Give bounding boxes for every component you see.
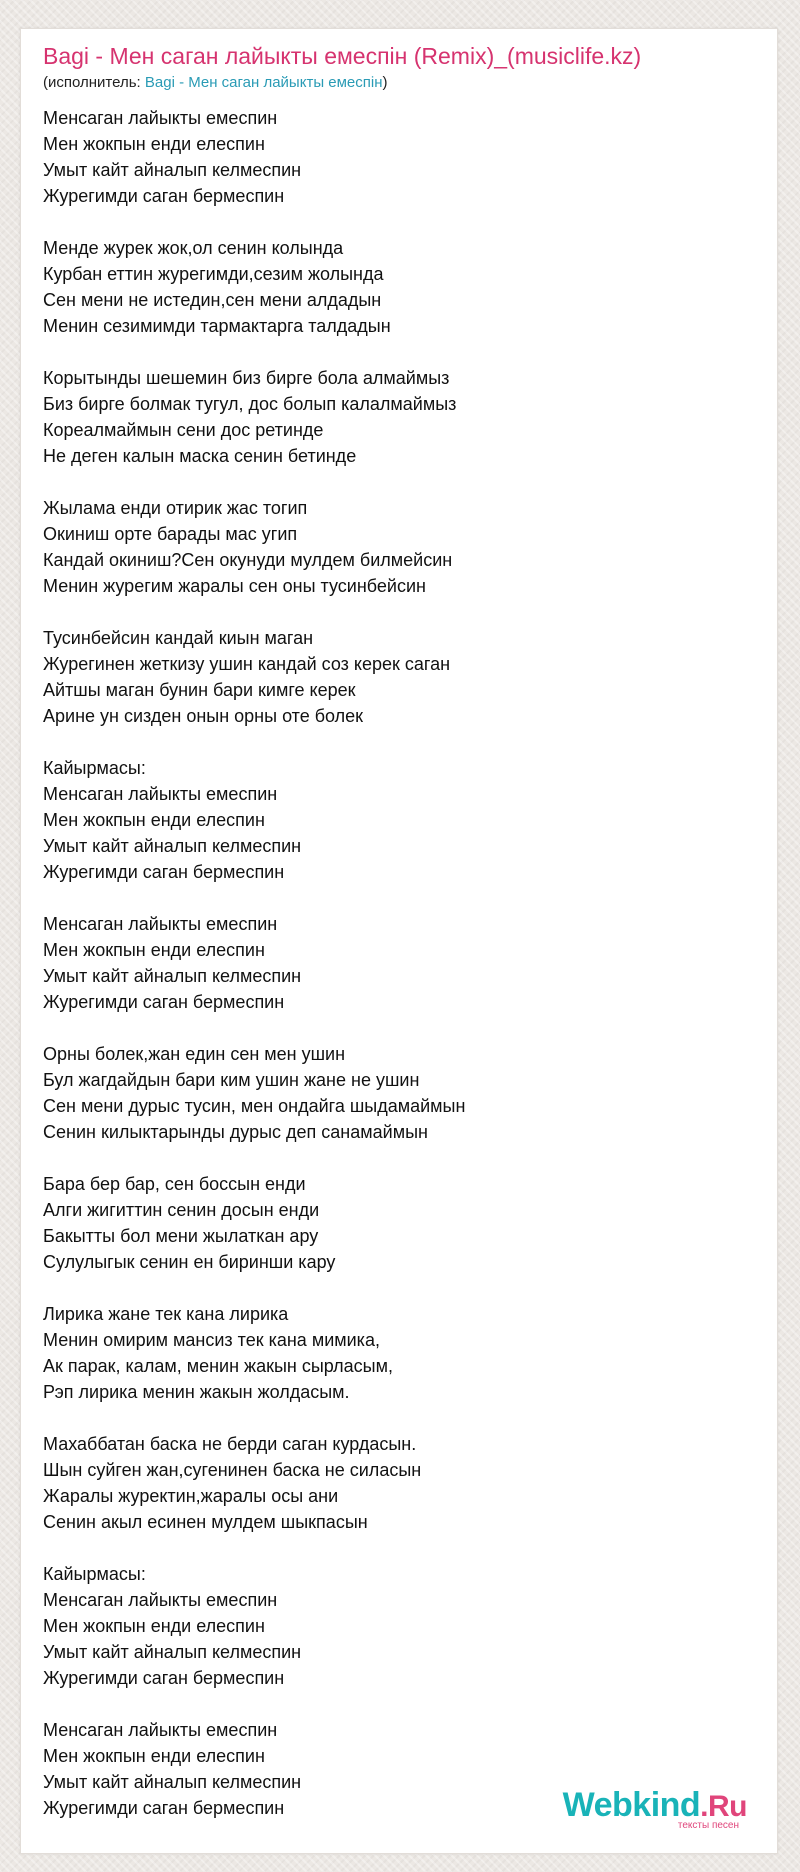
- lyric-line: Менин журегим жаралы сен оны тусинбейсин: [43, 576, 426, 596]
- lyric-line: Менсаган лайыкты емеспин: [43, 1720, 278, 1740]
- lyric-line: Журегимди саган бермеспин: [43, 1668, 285, 1688]
- lyric-line: Ак парак, калам, менин жакын сырласым,: [43, 1356, 393, 1376]
- lyric-line: Айтшы маган бунин бари кимге керек: [43, 680, 356, 700]
- lyric-line: Шын суйген жан,сугенинен баска не силасын: [43, 1460, 422, 1480]
- lyric-line: Кандай окиниш?Сен окунуди мулдем билмейсин: [43, 550, 453, 570]
- lyric-line: Умыт кайт айналып келмеспин: [43, 160, 302, 180]
- stanza-gap: [43, 1275, 763, 1301]
- lyric-line: Лирика жане тек кана лирика: [43, 1304, 289, 1324]
- lyric-line: Менсаган лайыкты емеспин: [43, 784, 278, 804]
- lyric-line: Рэп лирика менин жакын жолдасым.: [43, 1382, 350, 1402]
- lyric-line: Менде журек жок,ол сенин колында: [43, 238, 344, 258]
- lyric-line: Журегимди саган бермеспин: [43, 1798, 285, 1818]
- lyric-line: Арине ун сизден онын орны оте болек: [43, 706, 364, 726]
- stanza-gap: [43, 599, 763, 625]
- watermark-logo: [563, 1788, 747, 1824]
- lyric-line: Мен жокпын енди елеспин: [43, 134, 265, 154]
- lyric-line: Умыт кайт айналып келмеспин: [43, 966, 302, 986]
- lyric-line: Мен жокпын енди елеспин: [43, 1746, 265, 1766]
- lyric-line: Корытынды шешемин биз бирге бола алмаймыз: [43, 368, 450, 388]
- lyric-line: Сен мени дурыс тусин, мен ондайга шыдамаймын: [43, 1096, 466, 1116]
- lyric-line: Биз бирге болмак тугул, дос болып калалмаймыз: [43, 394, 457, 414]
- lyric-line: Бакытты бол мени жылаткан ару: [43, 1226, 319, 1246]
- lyric-line: Мен жокпын енди елеспин: [43, 1616, 265, 1636]
- watermark-tagline: тексты песен: [677, 1820, 739, 1831]
- lyric-line: Орны болек,жан един сен мен ушин: [43, 1044, 346, 1064]
- lyric-line: Кореалмаймын сени дос ретинде: [43, 420, 324, 440]
- lyric-line: Сенин акыл есинен мулдем шыкпасын: [43, 1512, 368, 1532]
- lyric-line: Сенин килыктарынды дурыс деп санамаймын: [43, 1122, 428, 1142]
- lyrics-body: [43, 105, 763, 1821]
- lyric-line: Менин сезимимди тармактарга талдадын: [43, 316, 391, 336]
- lyric-line: Бара бер бар, сен боссын енди: [43, 1174, 306, 1194]
- lyric-line: Кайырмасы:: [43, 1564, 146, 1584]
- lyric-line: Алги жигиттин сенин досын енди: [43, 1200, 320, 1220]
- lyrics-card: [20, 28, 778, 1854]
- lyric-line: Кайырмасы:: [43, 758, 146, 778]
- lyric-line: Менсаган лайыкты емеспин: [43, 1590, 278, 1610]
- site-watermark: [563, 1788, 747, 1831]
- stanza-gap: [43, 1015, 763, 1041]
- lyric-line: Жылама енди отирик жас тогип: [43, 498, 308, 518]
- performer-suffix: ): [382, 74, 388, 91]
- watermark-tld: .Ru: [700, 1790, 747, 1823]
- lyric-line: Мен жокпын енди елеспин: [43, 940, 265, 960]
- lyric-line: Умыт кайт айналып келмеспин: [43, 836, 302, 856]
- lyric-line: Махаббатан баска не берди саган курдасын.: [43, 1434, 417, 1454]
- watermark-brand: Webkind: [562, 1786, 701, 1824]
- lyric-line: Менин омирим мансиз тек кана мимика,: [43, 1330, 380, 1350]
- page-title: Bagi - Мен саган лайыкты емеспін (Remix)_(musiclife.kz): [43, 43, 642, 69]
- lyric-line: Журегимди саган бермеспин: [43, 992, 285, 1012]
- stanza-gap: [43, 729, 763, 755]
- lyric-line: Журегимди саган бермеспин: [43, 862, 285, 882]
- lyric-line: Умыт кайт айналып келмеспин: [43, 1772, 302, 1792]
- lyric-line: Журегинен жеткизу ушин кандай соз керек саган: [43, 654, 451, 674]
- stanza-gap: [43, 209, 763, 235]
- stanza-gap: [43, 1535, 763, 1561]
- stanza-gap: [43, 469, 763, 495]
- stanza-gap: [43, 1145, 763, 1171]
- performer-prefix: (исполнитель:: [43, 74, 145, 91]
- lyric-line: Сулулыгык сенин ен биринши кару: [43, 1252, 336, 1272]
- stanza-gap: [43, 339, 763, 365]
- lyric-line: Бул жагдайдын бари ким ушин жане не ушин: [43, 1070, 420, 1090]
- performer-link[interactable]: Bagi - Мен саган лайыкты емеспін: [144, 74, 383, 91]
- stanza-gap: [43, 1691, 763, 1717]
- lyric-line: Тусинбейсин кандай киын маган: [43, 628, 314, 648]
- lyric-line: Умыт кайт айналып келмеспин: [43, 1642, 302, 1662]
- lyric-line: Окиниш орте барады мас угип: [43, 524, 298, 544]
- performer-line: [43, 74, 388, 91]
- lyric-line: Курбан еттин журегимди,сезим жолында: [43, 264, 384, 284]
- stanza-gap: [43, 885, 763, 911]
- lyric-line: Жаралы журектин,жаралы осы ани: [43, 1486, 339, 1506]
- lyric-line: Не деген калын маска сенин бетинде: [43, 446, 357, 466]
- lyric-line: Менсаган лайыкты емеспин: [43, 108, 278, 128]
- lyric-line: Сен мени не истедин,сен мени алдадын: [43, 290, 382, 310]
- lyric-line: Мен жокпын енди елеспин: [43, 810, 265, 830]
- stanza-gap: [43, 1405, 763, 1431]
- lyric-line: Менсаган лайыкты емеспин: [43, 914, 278, 934]
- lyric-line: Журегимди саган бермеспин: [43, 186, 285, 206]
